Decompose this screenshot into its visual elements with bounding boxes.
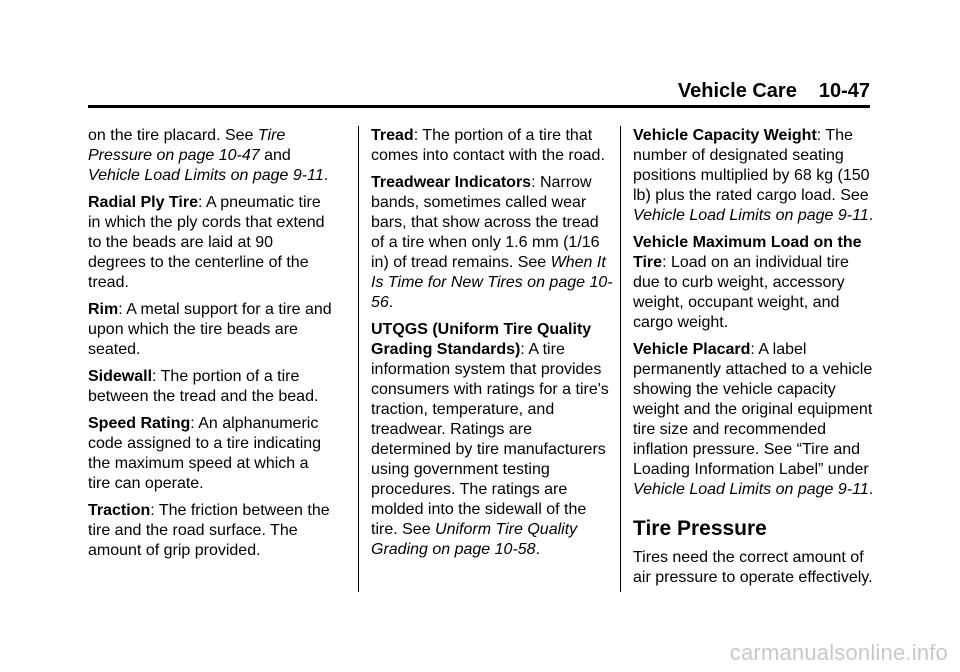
term: Vehicle Maximum Load on the Tire: [633, 234, 862, 271]
definition-traction: Traction: The friction between the tire and the road surface. The amount of grip provided.: [88, 502, 330, 559]
term: Rim: [88, 301, 119, 318]
page-header: [88, 76, 870, 106]
column-1: [88, 126, 332, 568]
paragraph: Tires need the correct amount of air pressure to operate effectively.: [633, 549, 873, 586]
term: Sidewall: [88, 368, 153, 385]
definition-treadwear-indicators: Treadwear Indicators: Narrow bands, sometimes called wear bars, that show across the tread of a tire when only 1.6 mm (1/16 in) of tread remains. See When It Is Time for New Tires on page 10-56.: [371, 174, 613, 311]
term: Vehicle Placard: [633, 341, 751, 358]
term: Speed Rating: [88, 415, 191, 432]
column-divider: [358, 126, 359, 592]
cross-reference: Vehicle Load Limits on page 9-11: [633, 207, 869, 224]
cross-reference: When It Is Time for New Tires on page 10-56: [371, 254, 613, 311]
column-3: [633, 126, 877, 595]
section-heading: Tire Pressure: [633, 517, 767, 540]
term: Radial Ply Tire: [88, 194, 198, 211]
watermark: carmanualsonline.info: [729, 640, 948, 665]
term: Vehicle Capacity Weight: [633, 127, 817, 144]
header-rule: [88, 105, 870, 108]
paragraph: on the tire placard. See Tire Pressure on page 10-47 and Vehicle Load Limits on page 9-11.: [88, 127, 329, 184]
cross-reference: Vehicle Load Limits on page 9-11: [633, 481, 869, 498]
term: UTQGS (Uniform Tire Quality Grading Standards): [371, 321, 592, 358]
term: Treadwear Indicators: [371, 174, 532, 191]
term: Traction: [88, 502, 151, 519]
cross-reference: Vehicle Load Limits on page 9-11: [88, 167, 324, 184]
term: Tread: [371, 127, 414, 144]
definition-rim: Rim: A metal support for a tire and upon which the tire beads are seated.: [88, 301, 332, 358]
definition-vehicle-capacity-weight: Vehicle Capacity Weight: The number of designated seating positions multiplied by 68 kg (150 lb) plus the rated cargo load. See Vehicle Load Limits on page 9-11.: [633, 127, 874, 224]
definition-vehicle-placard: Vehicle Placard: A label permanently attached to a vehicle showing the vehicle capacity weight and the original equipment tire size and recommended inflation pressure. See “Tire and Loading Information Label” under Vehicle Load Limits on page 9-11.: [633, 341, 874, 498]
cross-reference: Uniform Tire Quality Grading on page 10-58: [371, 521, 578, 558]
definition-radial-ply-tire: Radial Ply Tire: A pneumatic tire in which the ply cords that extend to the beads are laid at 90 degrees to the centerline of the tread.: [88, 194, 325, 291]
section-title: Vehicle Care: [677, 80, 797, 102]
definition-speed-rating: Speed Rating: An alphanumeric code assigned to a tire indicating the maximum speed at which a tire can operate.: [88, 415, 322, 492]
column-divider: [620, 126, 621, 592]
definition-utqgs: UTQGS (Uniform Tire Quality Grading Standards): A tire information system that provides consumers with ratings for a tire's traction, temperature, and treadwear. Ratings are determined by tire manufacturers using government testing procedures. The ratings are molded into the sidewall of the tire. See Uniform Tire Quality Grading on page 10-58.: [371, 321, 609, 558]
page-number: 10-47: [818, 80, 870, 102]
cross-reference: Tire Pressure on page 10-47: [88, 127, 286, 164]
column-2: [371, 126, 615, 567]
definition-vehicle-maximum-load: Vehicle Maximum Load on the Tire: Load on an individual tire due to curb weight, accessory weight, occupant weight, and cargo weight.: [633, 234, 862, 331]
definition-sidewall: Sidewall: The portion of a tire between the tread and the bead.: [88, 368, 319, 405]
definition-tread: Tread: The portion of a tire that comes into contact with the road.: [371, 127, 605, 164]
